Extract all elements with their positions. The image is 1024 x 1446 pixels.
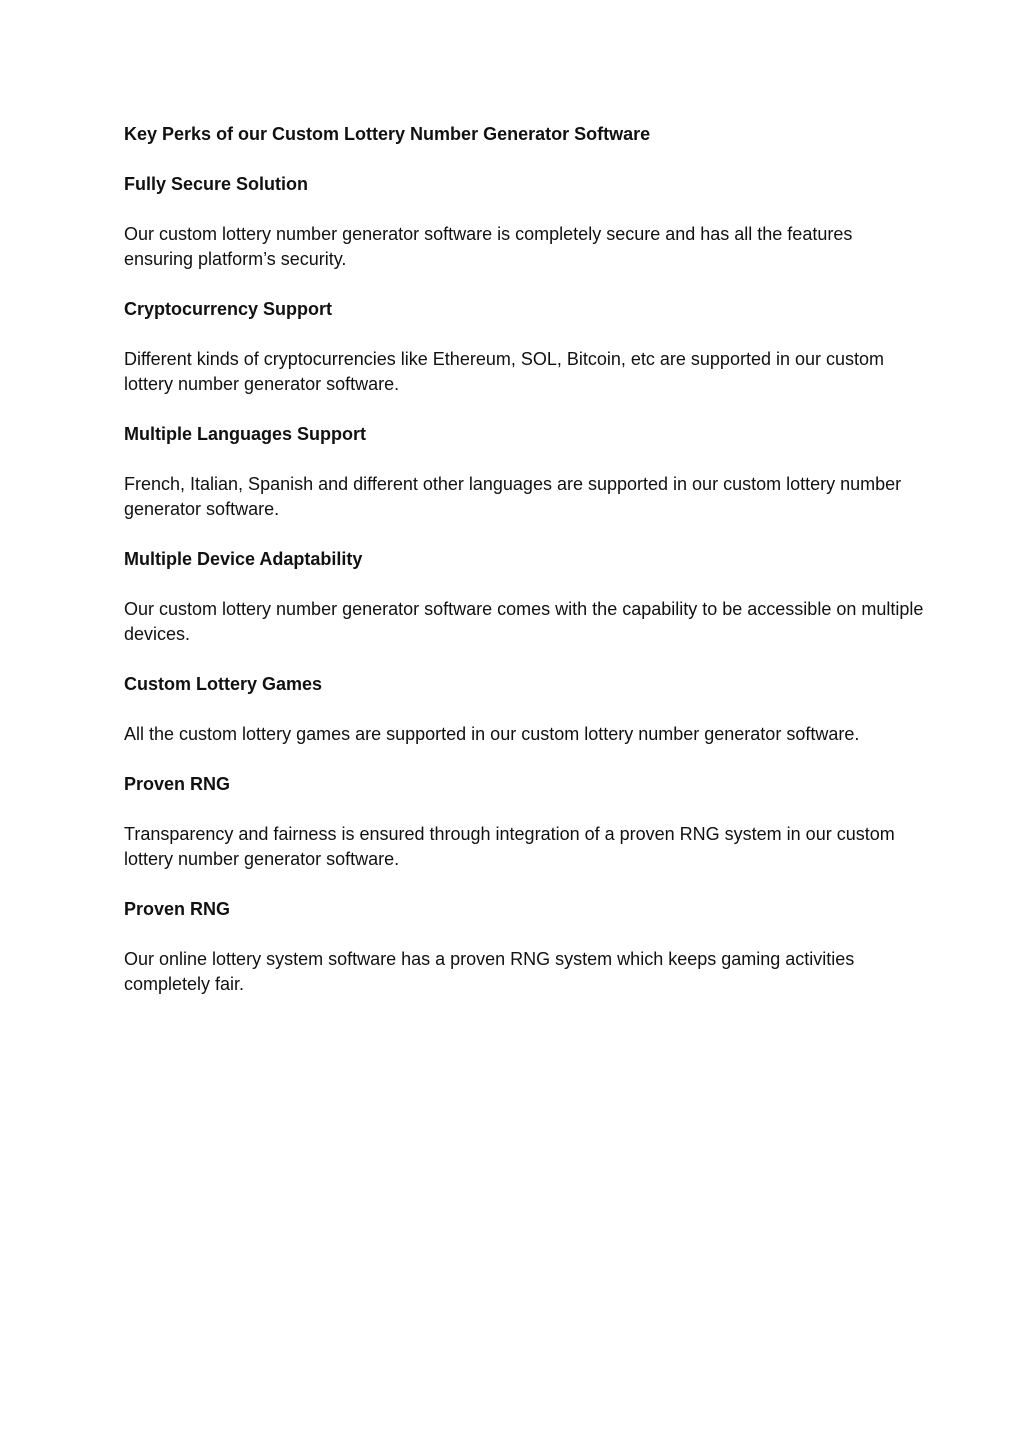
section-custom-lottery-games <box>124 672 924 747</box>
section-body: All the custom lottery games are supported in our custom lottery number generator software. <box>124 724 860 744</box>
section-heading: Cryptocurrency Support <box>124 299 333 319</box>
section-body: Our online lottery system software has a proven RNG system which keeps gaming activities completely fair. <box>124 949 855 994</box>
section-heading: Multiple Device Adaptability <box>124 549 363 569</box>
section-heading: Multiple Languages Support <box>124 424 366 444</box>
section-heading: Proven RNG <box>124 774 231 794</box>
section-heading: Custom Lottery Games <box>124 674 323 694</box>
section-body: Our custom lottery number generator software is completely secure and has all the features ensuring platform’s security. <box>124 224 853 269</box>
section-cryptocurrency-support <box>124 297 924 397</box>
section-proven-rng-2 <box>124 897 924 997</box>
section-body: Transparency and fairness is ensured through integration of a proven RNG system in our custom lottery number generator software. <box>124 824 895 869</box>
section-heading: Proven RNG <box>124 899 231 919</box>
section-multiple-device-adaptability <box>124 547 924 647</box>
section-body: French, Italian, Spanish and different other languages are supported in our custom lottery number generator software. <box>124 474 902 519</box>
section-body: Our custom lottery number generator software comes with the capability to be accessible on multiple devices. <box>124 599 924 644</box>
section-fully-secure-solution <box>124 172 924 272</box>
section-body: Different kinds of cryptocurrencies like Ethereum, SOL, Bitcoin, etc are supported in our custom lottery number generator software. <box>124 349 885 394</box>
section-proven-rng-1 <box>124 772 924 872</box>
document-page <box>124 122 924 997</box>
section-heading: Fully Secure Solution <box>124 174 309 194</box>
section-multiple-languages-support <box>124 422 924 522</box>
document-title: Key Perks of our Custom Lottery Number Generator Software <box>124 124 651 144</box>
